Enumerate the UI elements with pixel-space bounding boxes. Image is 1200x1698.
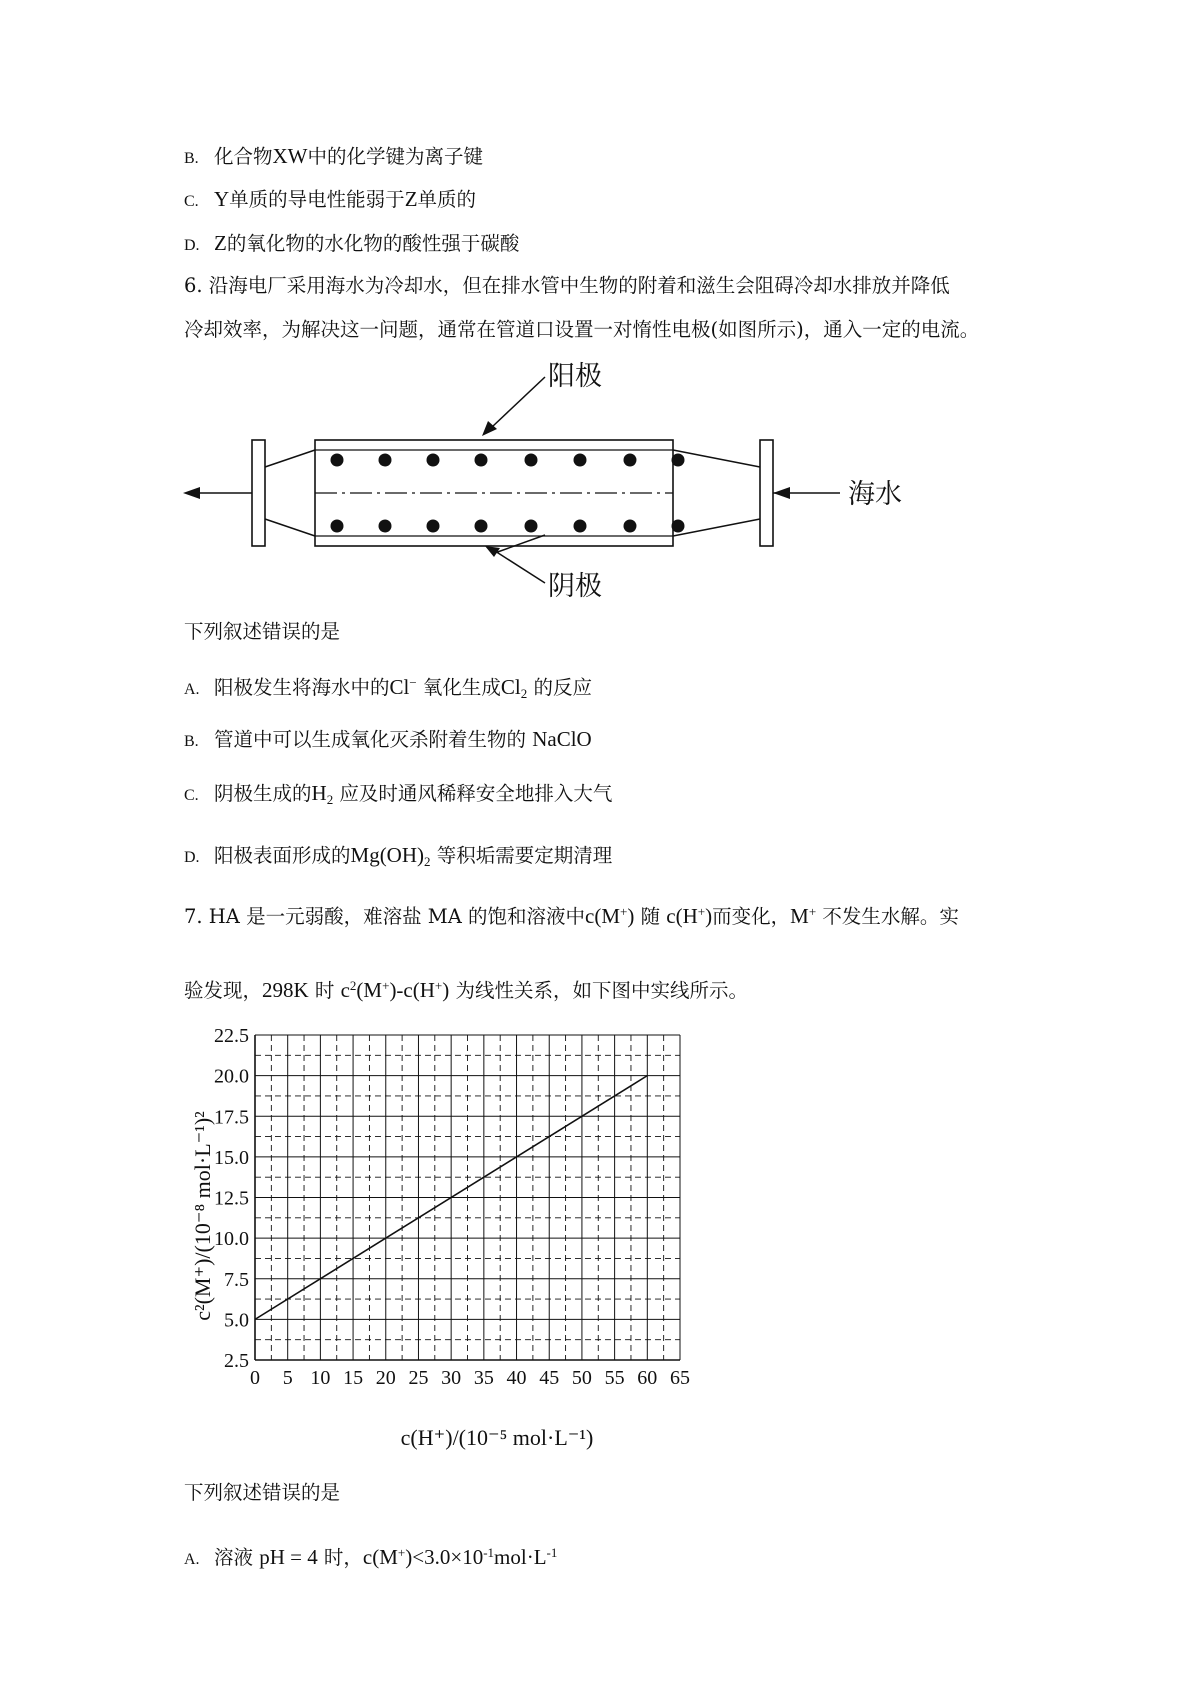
y-tick-label: 22.5 bbox=[214, 1025, 249, 1047]
q6-option-b: B. 管道中可以生成氧化灭杀附着生物的 NaClO bbox=[184, 727, 592, 751]
x-tick-label: 65 bbox=[670, 1367, 690, 1389]
x-tick-label: 45 bbox=[539, 1367, 560, 1389]
outlet-arrow-icon bbox=[183, 487, 200, 499]
anode-label: 阳极 bbox=[548, 361, 602, 392]
cathode-label: 阴极 bbox=[548, 571, 602, 602]
anode-pointer bbox=[492, 377, 545, 427]
cathode-electrode-end bbox=[672, 520, 685, 533]
seawater-label: 海水 bbox=[848, 479, 902, 510]
x-tick-label: 20 bbox=[375, 1367, 396, 1389]
x-tick-label: 30 bbox=[441, 1367, 462, 1389]
q5-option-b: B. 化合物XW中的化学键为离子键 bbox=[184, 144, 484, 168]
x-tick-label: 50 bbox=[571, 1367, 592, 1389]
q7-stem: 下列叙述错误的是 bbox=[184, 1481, 341, 1504]
q7-text-line2: 验发现，298K 时 $c^2(M^+)-c(H^+)$ 为线性关系，如下图中实线所示。 bbox=[184, 978, 748, 1002]
q6-text-line2: 冷却效率，为解决这一问题，通常在管道口设置一对惰性电极(如图所示)，通入一定的电流。 bbox=[184, 318, 980, 341]
q7-option-a: A. 溶液 pH = 4 时，$c(M^+)<3.0\times 10^{-1}mol\cdot L^{-1}$ bbox=[184, 1545, 558, 1569]
anode-electrode-end bbox=[672, 454, 685, 467]
linear-relation-chart bbox=[180, 1020, 780, 1450]
y-tick-label: 2.5 bbox=[224, 1350, 249, 1372]
x-tick-label: 15 bbox=[343, 1367, 364, 1389]
y-tick-label: 12.5 bbox=[214, 1187, 249, 1210]
y-tick-label: 5.0 bbox=[224, 1309, 249, 1332]
x-tick-label: 25 bbox=[408, 1367, 429, 1389]
x-tick-label: 55 bbox=[604, 1367, 625, 1389]
q6-option-a: A. 阳极发生将海水中的Cl− 氧化生成$Cl_2$ 的反应 bbox=[184, 675, 592, 701]
anode-pointer-arrow-icon bbox=[482, 421, 497, 436]
electrolysis-pipe-diagram bbox=[0, 355, 1200, 610]
y-tick-label: 15.0 bbox=[214, 1146, 249, 1169]
chart-tick-labels bbox=[214, 1025, 690, 1389]
x-tick-label: 35 bbox=[473, 1367, 494, 1389]
x-tick-label: 0 bbox=[250, 1367, 260, 1389]
chart-grid bbox=[255, 1035, 680, 1360]
inlet-arrow-icon bbox=[773, 487, 790, 499]
x-axis-label: c(H⁺)/(10⁻⁵ mol·L⁻¹) bbox=[400, 1425, 594, 1450]
q5-option-c: C. Y单质的导电性能弱于Z单质的 bbox=[184, 187, 477, 211]
x-tick-label: 10 bbox=[310, 1367, 331, 1389]
q6-option-d: D. 阳极表面形成的$Mg(OH)_2$ 等积垢需要定期清理 bbox=[184, 843, 613, 869]
y-tick-label: 20.0 bbox=[214, 1065, 249, 1088]
x-tick-label: 40 bbox=[506, 1367, 527, 1389]
q6-option-c: C. 阴极生成的$H_2$ 应及时通风稀释安全地排入大气 bbox=[184, 781, 613, 807]
left-flange bbox=[252, 440, 265, 546]
x-tick-label: 60 bbox=[637, 1367, 658, 1389]
q6-stem: 下列叙述错误的是 bbox=[184, 620, 341, 643]
y-tick-label: 10.0 bbox=[214, 1228, 249, 1251]
y-tick-label: 17.5 bbox=[214, 1106, 249, 1129]
q5-option-d: D. Z的氧化物的水化物的酸性强于碳酸 bbox=[184, 231, 520, 255]
x-tick-label: 5 bbox=[282, 1367, 293, 1389]
right-flange bbox=[760, 440, 773, 546]
q7-text-line1: 7. HA 是一元弱酸，难溶盐 MA 的饱和溶液中c(M+) 随 c(H+)而变化，M+ 不发生水解。实 bbox=[184, 904, 959, 928]
y-tick-label: 7.5 bbox=[224, 1268, 249, 1291]
y-axis-label: c²(M⁺)/(10⁻⁸ mol·L⁻¹)² bbox=[190, 1111, 215, 1321]
q6-text-line1: 6. 沿海电厂采用海水为冷却水，但在排水管中生物的附着和滋生会阻碍冷却水排放并降低 bbox=[184, 274, 950, 297]
